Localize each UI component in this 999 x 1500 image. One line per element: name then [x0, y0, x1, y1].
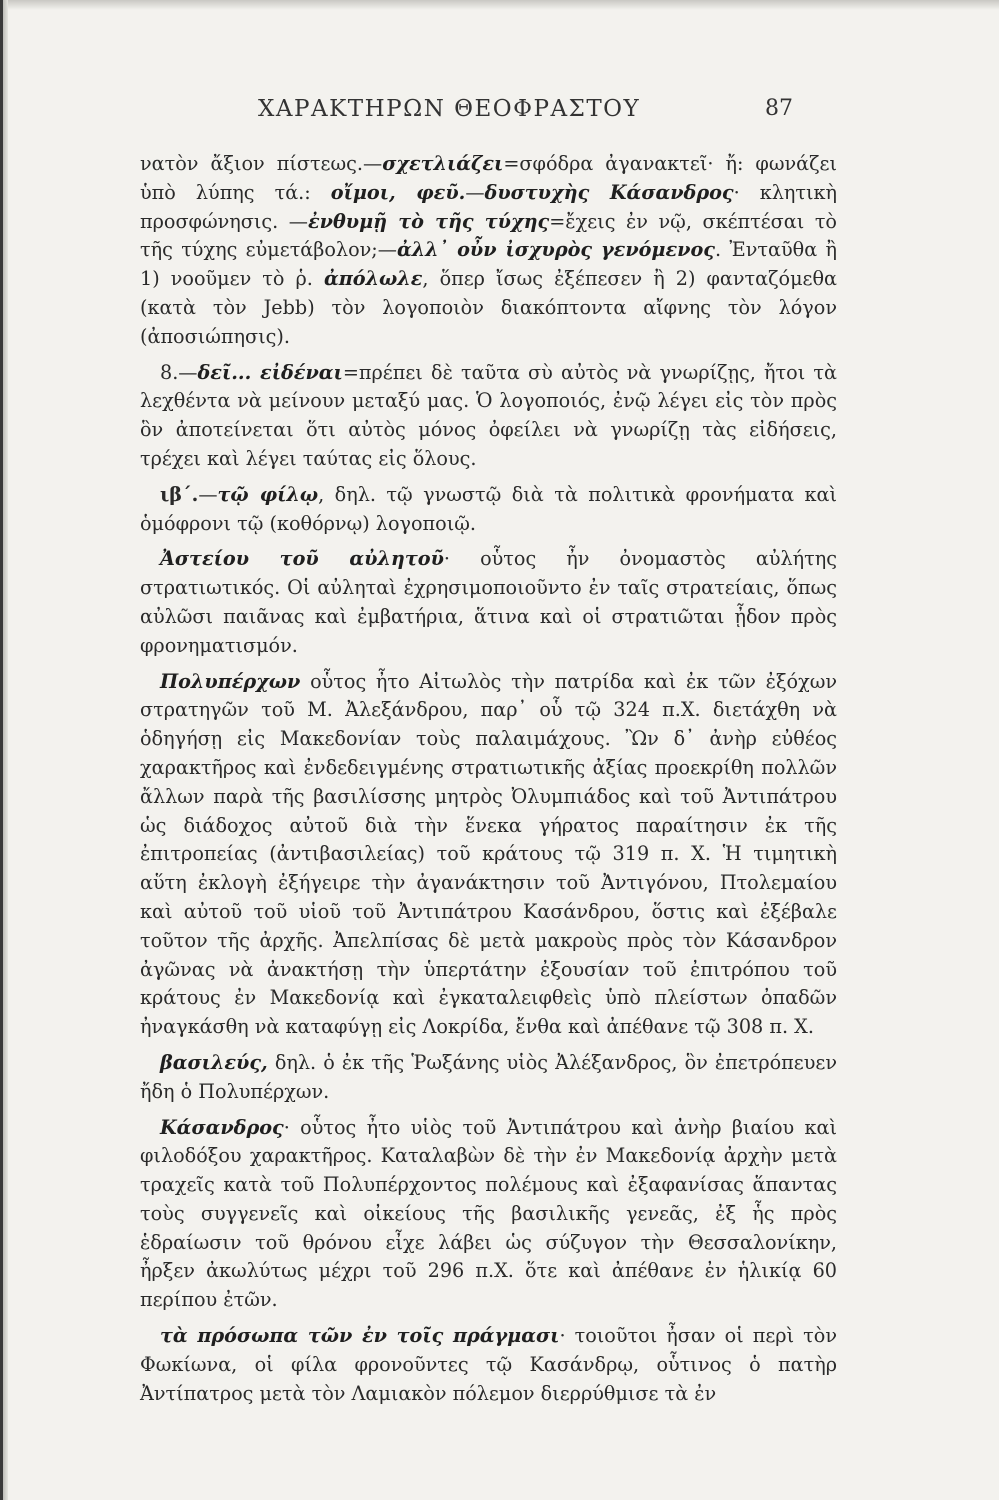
paragraph	[140, 1114, 837, 1316]
paragraph-text: νατὸν ἄξιον πίστεως.—	[140, 152, 383, 175]
paragraph	[140, 668, 837, 1042]
paragraph-text: . Ἐνταῦθα ἢ 1) νοοῦμεν τὸ ῥ.	[140, 238, 837, 291]
lemma-term: Πολυπέρχων	[160, 669, 301, 693]
paragraph-text: · κλητικὴ προσφώνησις. —	[140, 180, 838, 233]
paragraph	[140, 481, 837, 539]
commentary-body	[140, 150, 837, 1415]
scan-top-edge	[8, 0, 999, 10]
paragraph-text: —	[198, 482, 218, 506]
page-number: 87	[765, 96, 793, 121]
lemma-term: ἀλλ᾽ οὖν ἰσχυρὸς γενόμενος	[396, 238, 715, 262]
section-marker: ιβ΄.	[160, 482, 199, 506]
paragraph-text: · οὗτος ἦν ὀνομαστὸς αὐλήτης στρατιωτικός. Οἱ αὐληταὶ ἐχρησιμοποιοῦντο ἐν ταῖς στρατείαις, ὅπως αὐλῶσι παιᾶνας καὶ ἐμβατήρια, ἅτινα καὶ οἱ στρατιῶται ᾖδον πρὸς φρονηματισμόν.	[140, 547, 837, 657]
lemma-term: ἀπόλωλε	[323, 267, 423, 291]
paragraph-text: δηλ. ὁ ἐκ τῆς Ῥωξάνης υἱὸς Ἀλέξανδρος, ὃν ἐπετρόπευεν ἤδη ὁ Πολυπέρχων.	[140, 1050, 837, 1103]
paragraph	[140, 545, 837, 660]
paragraph-text: 8.—	[160, 360, 198, 384]
paragraph	[140, 1049, 837, 1107]
lemma-term: οἴμοι, φεῦ.	[330, 180, 466, 204]
page-header	[258, 96, 793, 130]
paragraph-text: =ἔχεις ἐν νῷ, σκέπτέσαι τὸ τῆς τύχης εὐμετάβολον;—	[140, 209, 837, 262]
paragraph	[140, 1322, 837, 1408]
paragraph-text: =σφόδρα ἀγανακτεῖ· ἤ: φωνάζει ὑπὸ λύπης τά.:	[140, 152, 837, 204]
lemma-term: Κάσανδρος	[160, 1115, 284, 1139]
paragraph-text: =πρέπει δὲ ταῦτα σὺ αὐτὸς νὰ γνωρίζῃς, ἤτοι τὰ λεχθέντα νὰ μείνουν μεταξύ μας. Ὁ λογοποιός, ἐνῷ λέγει εἰς τὸν πρὸς ὃν ἀποτείνεται ὅτι αὐτὸς μόνος ὀφείλει νὰ γνωρίζῃ τὰς εἰδήσεις, τρέχει καὶ λέγει ταύτας εἰς ὅλους.	[140, 360, 837, 470]
lemma-term: δεῖ... εἰδέναι	[197, 360, 343, 384]
paragraph	[140, 359, 837, 474]
running-title: ΧΑΡΑΚΤΗΡΩΝ ΘΕΟΦΡΑΣΤΟΥ	[258, 96, 641, 122]
lemma-term: τὰ πρόσωπα τῶν ἐν τοῖς πράγμασι	[160, 1324, 560, 1348]
paragraph-text: , ὅπερ ἴσως ἐξέπεσεν ἢ 2) φανταζόμεθα (κατὰ τὸν Jebb) τὸν λογοποιὸν διακόπτοντα αἴφνης τὸν λόγον (ἀποσιώπησις).	[140, 267, 837, 348]
lemma-term: σχετλιάζει	[382, 152, 504, 175]
lemma-term: δυστυχὴς Κάσανδρος	[484, 180, 734, 204]
paragraph-text: , δηλ. τῷ γνωστῷ διὰ τὰ πολιτικὰ φρονήματα καὶ ὁμόφρονι τῷ (κοθόρνῳ) λογοποιῷ.	[140, 482, 837, 535]
paragraph-text: · τοιοῦτοι ἦσαν οἱ περὶ τὸν Φωκίωνα, οἱ φίλα φρονοῦντες τῷ Κασάνδρῳ, οὗτινος ὁ πατὴρ Ἀντίπατρος μετὰ τὸν Λαμιακὸν πόλεμον διερρύθμισε τὰ ἐν	[140, 1324, 838, 1405]
paragraph-text: οὗτος ἦτο Αἰτωλὸς τὴν πατρίδα καὶ ἐκ τῶν ἐξόχων στρατηγῶν τοῦ Μ. Ἀλεξάνδρου, παρ᾽ οὗ τῷ 324 π.Χ. διετάχθη νὰ ὁδηγήσῃ εἰς Μακεδονίαν τοὺς παλαιμάχους. Ὢν δ᾽ ἀνὴρ εὐθέος χαρακτῆρος καὶ ἐνδεδειγμένης στρατιωτικῆς ἀξίας προεκρίθη πολλῶν ἄλλων παρὰ τῆς βασιλίσσης μητρὸς Ὀλυμπιάδος καὶ τοῦ Ἀντιπάτρου ὡς διάδοχος αὐτοῦ διὰ τὴν ἕνεκα γήρατος παραίτησιν ἐκ τῆς ἐπιτροπείας (ἀντιβασιλείας) τοῦ κράτους τῷ 319 π. Χ. Ἡ τιμητικὴ αὕτη ἐκλογὴ ἐξήγειρε τὴν ἀγανάκτησιν τοῦ Ἀντιγόνου, Πτολεμαίου καὶ αὐτοῦ τοῦ υἱοῦ τοῦ Ἀντιπάτρου Κασάνδρου, ὅστις καὶ ἐξέβαλε τοῦτον τῆς ἀρχῆς. Ἀπελπίσας δὲ μετὰ μακροὺς πρὸς τὸν Κάσανδρον ἀγῶνας νὰ ἀνακτήσῃ τὴν ὑπερτάτην ἐξουσίαν τοῦ ἐπιτρόπου τοῦ κράτους ἐν Μακεδονίᾳ καὶ ἐγκαταλειφθεὶς ὑπὸ πλείστων ὀπαδῶν ἠναγκάσθη νὰ καταφύγῃ εἰς Λοκρίδα, ἔνθα καὶ ἀπέθανε τῷ 308 π. Χ.	[140, 669, 837, 1039]
paragraph-text: · οὗτος ἦτο υἱὸς τοῦ Ἀντιπάτρου καὶ ἀνὴρ βιαίου καὶ φιλοδόξου χαρακτῆρος. Καταλαβὼν δὲ τὴν ἐν Μακεδονίᾳ ἀρχὴν μετὰ τραχεῖς κατὰ τοῦ Πολυπέρχοντος πολέμους καὶ ἐξαφανίσας ἅπαντας τοὺς συγγενεῖς καὶ οἰκείους τῆς βασιλικῆς γενεᾶς, ἐξ ἧς πρὸς ἑδραίωσιν τοῦ θρόνου εἶχε λάβει ὡς σύζυγον τὴν Θεσσαλονίκην, ἦρξεν ἀκωλύτως μέχρι τοῦ 296 π.Χ. ὅτε καὶ ἀπέθανε ἐν ἡλικίᾳ 60 περίπου ἐτῶν.	[140, 1115, 837, 1312]
lemma-term: τῷ φίλῳ	[217, 482, 319, 506]
scan-binding-edge	[0, 0, 8, 1500]
lemma-term: βασιλεύς,	[160, 1050, 268, 1074]
lemma-term: ἐνθυμῇ τὸ τῆς τύχης	[308, 209, 550, 233]
lemma-term: Ἀστείου τοῦ αὐλητοῦ	[160, 547, 444, 571]
paragraph-text: —	[465, 180, 485, 204]
paragraph	[140, 150, 837, 352]
